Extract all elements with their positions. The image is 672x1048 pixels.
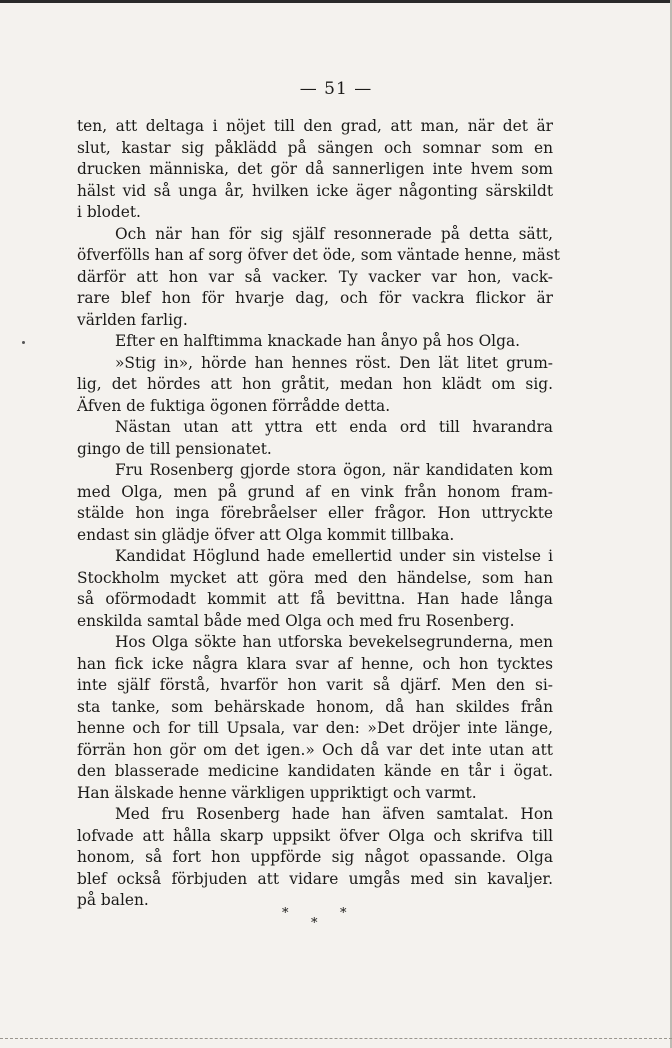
text-line: därför att hon var så vacker. Ty vacker var hon, vack-: [77, 267, 553, 286]
text-line: i blodet.: [77, 203, 141, 221]
text-line: endast sin glädje öfver att Olga kommit tillbaka.: [77, 525, 455, 544]
text-line: Nästan utan att yttra ett enda ord till hvarandra: [115, 418, 553, 436]
scan-bottom-edge: [0, 1038, 672, 1039]
text-line: inte själf förstå, hvarför hon varit så djärf. Men den si-: [77, 676, 553, 694]
text-line: stälde hon inga förebråelser eller frågor. Hon uttryckte: [77, 504, 553, 522]
text-line: Stockholm mycket att göra med den händelse, som han: [77, 568, 553, 587]
text-line: så oförmodadt kommit att få bevittna. Han hade långa: [77, 590, 553, 608]
text-line: »Stig in», hörde han hennes röst. Den lät litet grum-: [115, 353, 553, 372]
body-text: [77, 116, 560, 912]
text-line: slut, kastar sig påklädd på sängen och somnar som en: [77, 138, 553, 157]
text-line: sta tanke, som behärskade honom, då han skildes från: [77, 697, 553, 716]
text-line: Kandidat Höglund hade emellertid under sin vistelse i: [115, 547, 553, 565]
asterisk: *: [282, 906, 289, 921]
text-line: henne och for till Upsala, var den: »Det dröjer inte länge,: [77, 719, 553, 737]
text-line: rare blef hon för hvarje dag, och för vackra flickor är: [77, 289, 553, 307]
text-line: drucken människa, det gör då sannerligen inte hvem som: [77, 160, 553, 178]
text-line: på balen.: [77, 891, 149, 909]
text-line: Äfven de fuktiga ögonen förrådde detta.: [77, 396, 391, 415]
page-number: — 51 —: [299, 79, 373, 99]
text-line: blef också förbjuden att vidare umgås med sin kavaljer.: [77, 869, 553, 888]
text-line: han fick icke några klara svar af henne, och hon tycktes: [77, 654, 553, 673]
text-line: Fru Rosenberg gjorde stora ögon, när kandidaten kom: [115, 461, 553, 479]
text-line: lig, det hördes att hon gråtit, medan hon klädt om sig.: [77, 375, 553, 393]
text-line: Hos Olga sökte han utforska bevekelsegrunderna, men: [115, 633, 553, 651]
section-break: [0, 906, 672, 936]
asterisk: *: [311, 916, 318, 931]
text-line: med Olga, men på grund af en vink från honom fram-: [77, 482, 553, 501]
text-line: öfverfölls han af sorg öfver det öde, som väntade henne, mäst: [77, 246, 560, 264]
text-line: ten, att deltaga i nöjet till den grad, att man, när det är: [77, 117, 553, 135]
text-line: hälst vid så unga år, hvilken icke äger någonting särskildt: [77, 181, 553, 200]
margin-speck: [22, 341, 25, 344]
text-line: Och när han för sig själf resonnerade på detta sätt,: [115, 224, 553, 243]
text-line: enskilda samtal både med Olga och med fru Rosenberg.: [77, 611, 515, 630]
asterisk: *: [340, 906, 347, 921]
text-line: honom, så fort hon uppförde sig något opassande. Olga: [77, 848, 553, 866]
text-line: lofvade att hålla skarp uppsikt öfver Olga och skrifva till: [77, 826, 553, 845]
text-line: Han älskade henne värkligen uppriktigt och varmt.: [77, 783, 477, 802]
text-line: gingo de till pensionatet.: [77, 439, 272, 458]
text-line: Med fru Rosenberg hade han äfven samtalat. Hon: [115, 805, 553, 823]
text-line: förrän hon gör om det igen.» Och då var det inte utan att: [77, 740, 553, 759]
scan-top-edge: [0, 0, 672, 3]
text-line: Efter en halftimma knackade han ånyo på hos Olga.: [115, 332, 521, 350]
text-line: den blasserade medicine kandidaten kände en tår i ögat.: [77, 762, 553, 780]
text-line: världen farlig.: [77, 310, 188, 329]
